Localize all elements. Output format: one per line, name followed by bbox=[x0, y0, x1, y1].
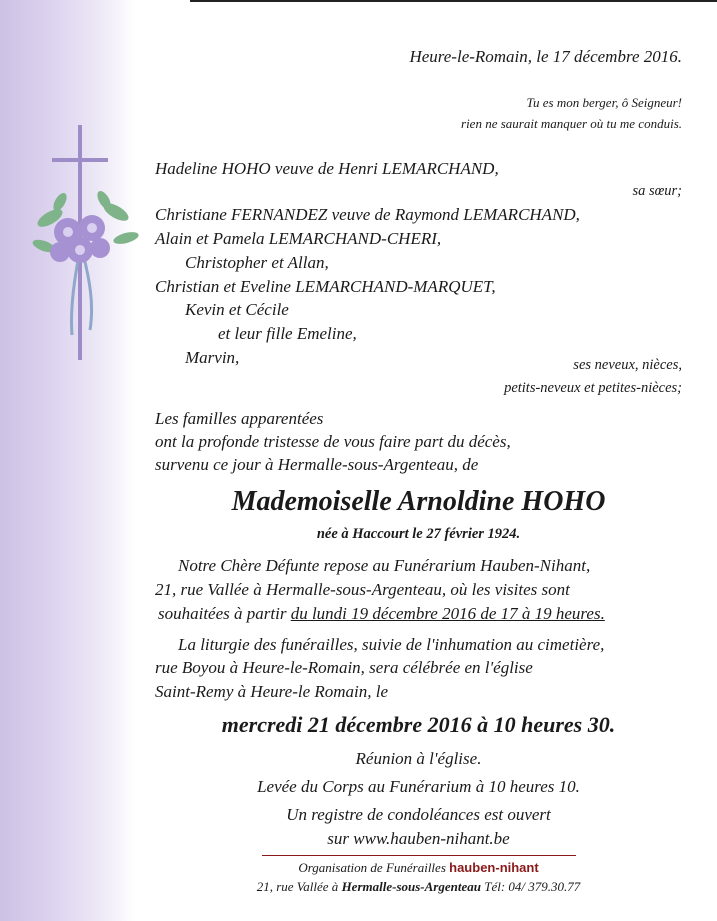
register-line-1: Un registre de condoléances est ouvert bbox=[286, 805, 551, 824]
verse-line-1: Tu es mon berger, ô Seigneur! bbox=[526, 95, 682, 110]
family-line-7: et leur fille Emeline, bbox=[218, 324, 357, 343]
footer-phone: Tél: 04/ 379.30.77 bbox=[480, 879, 581, 894]
brand-logo-text: hauben-nihant bbox=[449, 860, 539, 875]
levee-note: Levée du Corps au Funérarium à 10 heures 10. bbox=[257, 777, 580, 796]
footer-address bbox=[140, 880, 697, 893]
visit-line-2: 21, rue Vallée à Hermalle-sous-Argenteau, où les visites sont bbox=[155, 580, 570, 599]
deceased-birth: née à Haccourt le 27 février 1924. bbox=[316, 526, 521, 542]
register-line-2: sur www.hauben-nihant.be bbox=[327, 829, 510, 848]
verse-line-2: rien ne saurait manquer où tu me conduis. bbox=[461, 116, 682, 131]
footer-divider bbox=[262, 855, 576, 856]
footer-address-street: 21, rue Vallée à bbox=[256, 879, 342, 894]
family-line-6: Kevin et Cécile bbox=[185, 300, 289, 319]
visit-hours: du lundi 19 décembre 2016 de 17 à 19 heures. bbox=[290, 604, 605, 623]
liturgy-line-3: Saint-Remy à Heure-le Romain, le bbox=[155, 682, 389, 701]
family-line-8: Marvin, bbox=[185, 348, 240, 367]
liturgy-line-2: rue Boyou à Heure-le-Romain, sera célébrée en l'église bbox=[155, 658, 533, 677]
family-role-sister: sa sœur; bbox=[632, 183, 682, 199]
family-role-nephews: ses neveux, nièces, bbox=[573, 357, 682, 373]
family-line-2: Christiane FERNANDEZ veuve de Raymond LEMARCHAND, bbox=[155, 205, 580, 224]
visit-line-3 bbox=[158, 605, 605, 622]
funeral-date: mercredi 21 décembre 2016 à 10 heures 30. bbox=[221, 712, 616, 737]
visit-line-3-text: souhaitées à partir bbox=[158, 604, 291, 623]
place-date: Heure-le-Romain, le 17 décembre 2016. bbox=[409, 47, 682, 66]
footer-address-town: Hermalle-sous-Argenteau bbox=[341, 879, 481, 894]
announcement-line-1: Les familles apparentées bbox=[155, 409, 324, 428]
family-line-3: Alain et Pamela LEMARCHAND-CHERI, bbox=[155, 229, 442, 248]
family-line-4: Christopher et Allan, bbox=[185, 253, 329, 272]
cross-with-flowers-icon bbox=[30, 120, 140, 370]
footer-org-label: Organisation de Funérailles bbox=[298, 860, 450, 875]
visit-line-1: Notre Chère Défunte repose au Funérarium Hauben-Nihant, bbox=[178, 556, 591, 575]
deceased-name: Mademoiselle Arnoldine HOHO bbox=[231, 486, 606, 517]
family-line-1: Hadeline HOHO veuve de Henri LEMARCHAND, bbox=[155, 159, 499, 178]
announcement-line-3: survenu ce jour à Hermalle-sous-Argenteau, de bbox=[155, 455, 479, 474]
top-rule bbox=[190, 0, 717, 2]
meeting-note: Réunion à l'église. bbox=[355, 749, 482, 768]
family-line-5: Christian et Eveline LEMARCHAND-MARQUET, bbox=[155, 277, 496, 296]
announcement-line-2: ont la profonde tristesse de vous faire part du décès, bbox=[155, 432, 511, 451]
footer-org bbox=[140, 861, 697, 874]
liturgy-line-1: La liturgie des funérailles, suivie de l'inhumation au cimetière, bbox=[178, 635, 605, 654]
family-role-grandnephews: petits-neveux et petites-nièces; bbox=[504, 380, 682, 396]
